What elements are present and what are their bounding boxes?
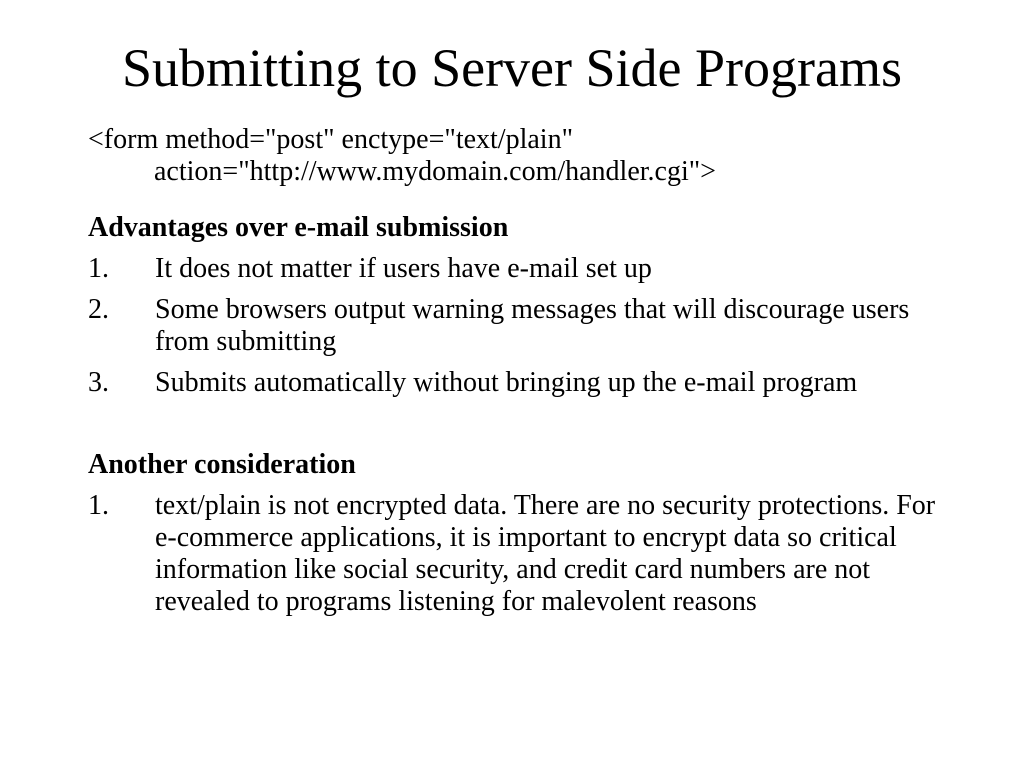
code-line-1: <form method="post" enctype="text/plain": [88, 124, 573, 155]
code-line: [88, 124, 948, 188]
list-item: [88, 367, 948, 399]
advantages-heading: Advantages over e-mail submission: [88, 212, 509, 243]
consideration-section: [88, 449, 948, 618]
list-item-text: It does not matter if users have e-mail set up: [155, 253, 652, 284]
slide-body: [88, 124, 948, 618]
code-line-2: action="http://www.mydomain.com/handler.cgi">: [154, 156, 716, 187]
advantages-section: [88, 212, 948, 399]
slide-title: Submitting to Server Side Programs: [122, 38, 902, 98]
consideration-heading: Another consideration: [88, 449, 356, 480]
list-item-number: 3.: [88, 367, 109, 398]
list-item-number: 1.: [88, 490, 109, 521]
list-item: [88, 294, 948, 358]
list-item-number: 1.: [88, 253, 109, 284]
form-code-example: [88, 124, 948, 188]
list-item: [88, 253, 948, 285]
list-item: [88, 490, 948, 618]
list-item-number: 2.: [88, 294, 109, 325]
list-item-text: Submits automatically without bringing up the e-mail program: [155, 367, 858, 398]
list-item-text: text/plain is not encrypted data. There are no security protections. For e-commerce applications, it is important to encrypt data so critical information like social security, and credit card numbers are not revealed to programs listening for malevolent reasons: [155, 490, 936, 617]
list-item-text: Some browsers output warning messages that will discourage users from submitting: [155, 294, 910, 357]
